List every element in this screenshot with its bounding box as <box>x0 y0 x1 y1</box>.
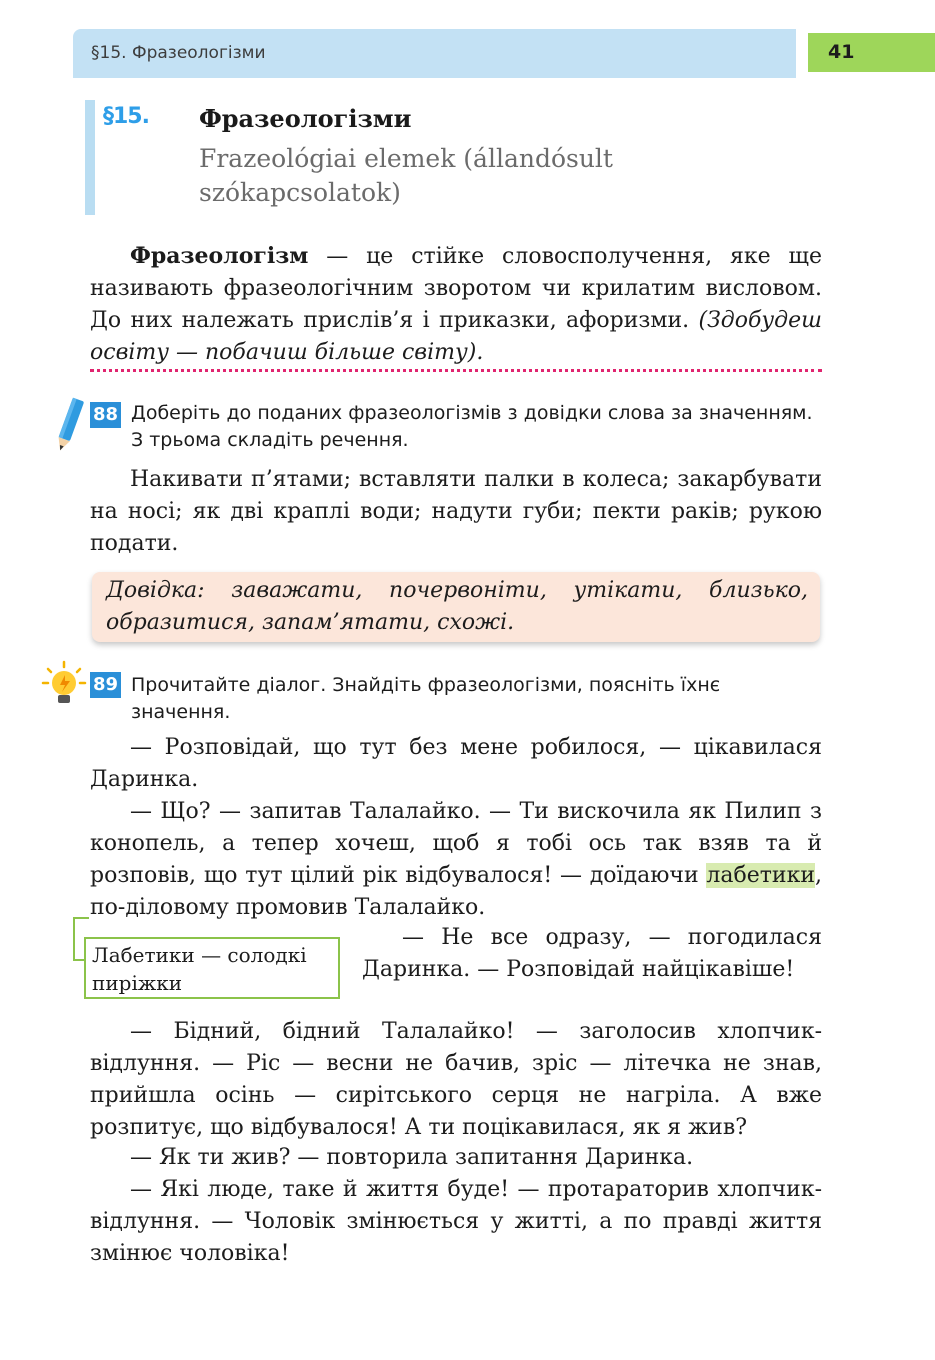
lightbulb-icon <box>40 660 88 708</box>
dialog-paragraph-2b: , по-діловому промовив Талалайко. <box>90 863 822 920</box>
footnote-text: Лабетики — солодкі пиріжки <box>92 943 307 995</box>
definition-example: (Здобудеш освіту — побачиш більше світу). <box>90 308 822 365</box>
header-bar <box>73 29 796 78</box>
page-number-label: 41 <box>828 41 855 63</box>
dialog-paragraph-5: — Як ти жив? — повторила запитання Даринка. <box>130 1145 694 1170</box>
highlighted-word: лабетики <box>706 863 815 888</box>
footnote-connector-top <box>73 917 89 919</box>
definition-term: Фразеологізм <box>130 243 309 269</box>
section-subtitle: Frazeológiai elemek (állandósult szókapcsolatok) <box>199 144 613 207</box>
exercise-89-instruction: Прочитайте діалог. Знайдіть фразеологізми, поясніть їхнє значення. <box>131 674 721 723</box>
exercise-88-text: Накивати п’ятами; вставляти палки в колеса; закарбувати на носі; як дві краплі води; надути губи; пекти раків; рукою подати. <box>90 467 822 556</box>
footnote-connector <box>73 917 75 960</box>
hint-text: Довідка: заважати, почервоніти, утікати, близько, образитися, запам’ятати, схожі. <box>106 578 808 635</box>
hint-box <box>92 572 820 642</box>
section-number: §15. <box>103 104 149 129</box>
dialog-paragraph-3: — Не все одразу, — погодилася Даринка. — Розповідай найцікавіше! <box>362 925 822 982</box>
dotted-divider <box>90 369 822 372</box>
page-number <box>808 33 935 72</box>
exercise-89-number: 89 <box>90 672 121 698</box>
dialog-paragraph-2a: — Що? — запитав Талалайко. — Ти вискочила як Пилип з конопель, а тепер хочеш, щоб я тобі ось так взяв та й розповів, що тут цілий рік відбувалося! — доїдаючи <box>90 799 822 888</box>
definition-body: — це стійке словосполучення, яке ще називають фразеологічним зворотом чи крилатим висловом. До них належать прислів’я і приказки, афоризми. <box>90 244 822 333</box>
exercise-88-number: 88 <box>90 402 121 428</box>
definition-paragraph <box>90 240 822 369</box>
pencil-icon <box>52 396 86 456</box>
exercise-88-instruction: Доберіть до поданих фразеологізмів з довідки слова за значенням. З трьома складіть речення. <box>131 402 813 451</box>
dialog-paragraph-2 <box>90 796 822 924</box>
dialog-paragraph-6: — Які люде, таке й життя буде! — протараторив хлопчик-відлуння. — Чоловік змінюється у житті, а по правді життя змінює чоловіка! <box>90 1177 822 1266</box>
dialog-paragraph-4: — Бідний, бідний Талалайко! — заголосив хлопчик-відлуння. — Ріс — весни не бачив, зріс — літечка не знав, прийшла осінь — сирітського серця не нагріла. А вже розпитує, що відбувалося! А ти поцікавилася, як я жив? <box>90 1019 822 1140</box>
footnote-box <box>84 937 340 999</box>
header-title: §15. Фразеологізми <box>91 43 266 63</box>
section-side-bar <box>85 100 95 215</box>
dialog-paragraph-1: — Розповідай, що тут без мене робилося, — цікавилася Даринка. <box>90 735 822 792</box>
section-title: Фразеологізми <box>199 104 412 133</box>
